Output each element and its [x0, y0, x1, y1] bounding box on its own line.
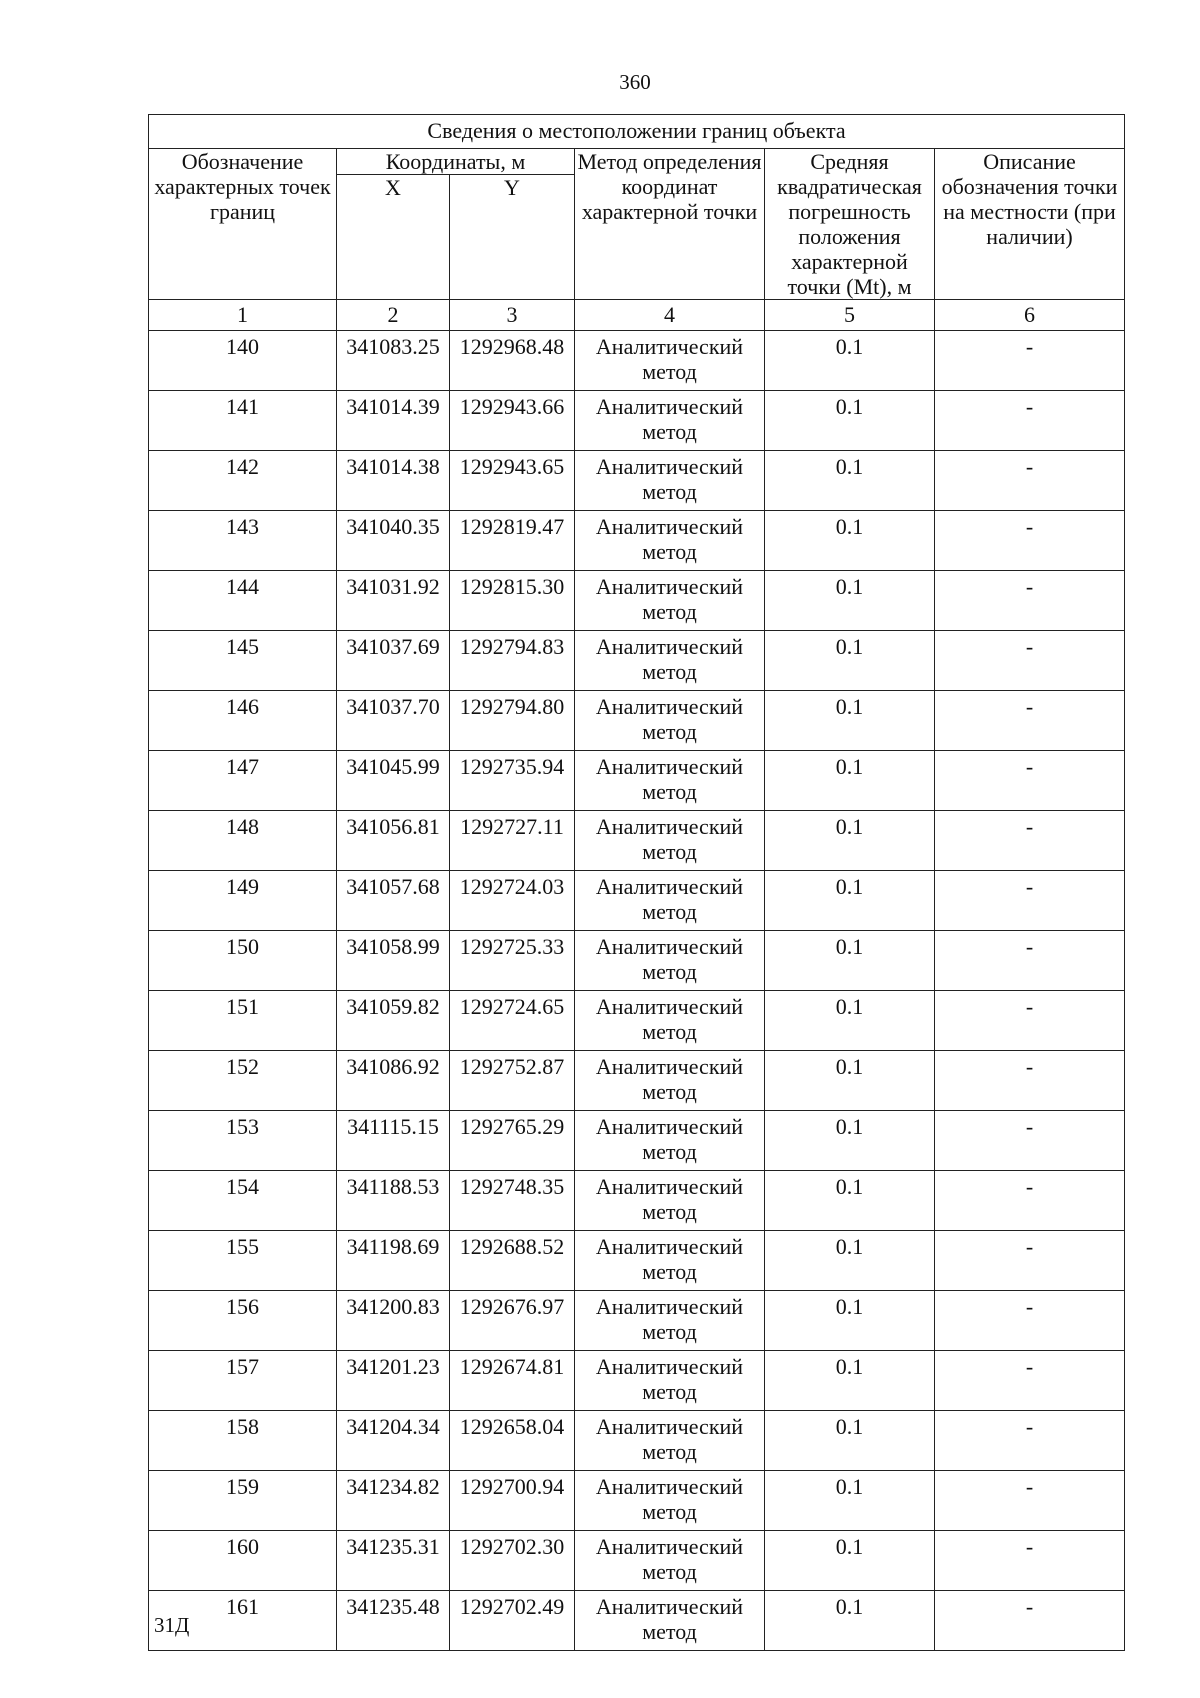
method-cell: Аналитический метод	[575, 691, 765, 751]
y-coordinate-cell: 1292794.83	[450, 631, 575, 691]
x-coordinate-cell: 341198.69	[337, 1231, 450, 1291]
point-number-cell: 158	[149, 1411, 337, 1471]
method-cell: Аналитический метод	[575, 751, 765, 811]
table-title: Сведения о местоположении границ объекта	[149, 115, 1125, 149]
table-row	[149, 451, 1125, 511]
point-number-cell: 142	[149, 451, 337, 511]
point-number-cell: 151	[149, 991, 337, 1051]
y-coordinate-cell: 1292674.81	[450, 1351, 575, 1411]
x-coordinate-cell: 341188.53	[337, 1171, 450, 1231]
table-row	[149, 1531, 1125, 1591]
mt-cell: 0.1	[765, 511, 935, 571]
table-row	[149, 571, 1125, 631]
y-coordinate-cell: 1292676.97	[450, 1291, 575, 1351]
y-coordinate-cell: 1292724.03	[450, 871, 575, 931]
table-row	[149, 1351, 1125, 1411]
method-cell: Аналитический метод	[575, 811, 765, 871]
column-number-row	[149, 300, 1125, 331]
mt-cell: 0.1	[765, 1291, 935, 1351]
method-cell: Аналитический метод	[575, 931, 765, 991]
description-cell: -	[935, 1171, 1125, 1231]
column-number: 1	[149, 300, 337, 331]
mt-cell: 0.1	[765, 811, 935, 871]
method-cell: Аналитический метод	[575, 451, 765, 511]
method-cell: Аналитический метод	[575, 631, 765, 691]
description-cell: -	[935, 1111, 1125, 1171]
y-coordinate-cell: 1292794.80	[450, 691, 575, 751]
y-coordinate-cell: 1292735.94	[450, 751, 575, 811]
x-coordinate-cell: 341045.99	[337, 751, 450, 811]
x-coordinate-cell: 341014.38	[337, 451, 450, 511]
description-cell: -	[935, 871, 1125, 931]
point-number-cell: 150	[149, 931, 337, 991]
x-coordinate-cell: 341059.82	[337, 991, 450, 1051]
point-number-cell: 146	[149, 691, 337, 751]
column-number: 2	[337, 300, 450, 331]
description-cell: -	[935, 511, 1125, 571]
mt-cell: 0.1	[765, 1351, 935, 1411]
table-body	[149, 331, 1125, 1651]
method-cell: Аналитический метод	[575, 571, 765, 631]
mt-cell: 0.1	[765, 1471, 935, 1531]
y-coordinate-cell: 1292815.30	[450, 571, 575, 631]
x-coordinate-cell: 341014.39	[337, 391, 450, 451]
mt-cell: 0.1	[765, 1171, 935, 1231]
point-number-cell: 159	[149, 1471, 337, 1531]
y-coordinate-cell: 1292658.04	[450, 1411, 575, 1471]
method-cell: Аналитический метод	[575, 1051, 765, 1111]
point-number-cell: 149	[149, 871, 337, 931]
point-number-cell: 156	[149, 1291, 337, 1351]
y-coordinate-cell: 1292752.87	[450, 1051, 575, 1111]
y-coordinate-cell: 1292700.94	[450, 1471, 575, 1531]
method-cell: Аналитический метод	[575, 391, 765, 451]
description-cell: -	[935, 331, 1125, 391]
x-coordinate-cell: 341201.23	[337, 1351, 450, 1411]
point-number-cell: 152	[149, 1051, 337, 1111]
x-coordinate-cell: 341115.15	[337, 1111, 450, 1171]
method-cell: Аналитический метод	[575, 991, 765, 1051]
point-number-cell: 145	[149, 631, 337, 691]
column-number: 3	[450, 300, 575, 331]
description-cell: -	[935, 1531, 1125, 1591]
description-cell: -	[935, 691, 1125, 751]
description-cell: -	[935, 1591, 1125, 1651]
mt-cell: 0.1	[765, 1051, 935, 1111]
x-coordinate-cell: 341086.92	[337, 1051, 450, 1111]
table-row	[149, 1291, 1125, 1351]
y-coordinate-cell: 1292688.52	[450, 1231, 575, 1291]
description-cell: -	[935, 1351, 1125, 1411]
mt-cell: 0.1	[765, 571, 935, 631]
table-row	[149, 511, 1125, 571]
column-number: 4	[575, 300, 765, 331]
mt-cell: 0.1	[765, 1591, 935, 1651]
description-cell: -	[935, 451, 1125, 511]
description-cell: -	[935, 391, 1125, 451]
x-coordinate-cell: 341235.31	[337, 1531, 450, 1591]
mt-cell: 0.1	[765, 691, 935, 751]
method-cell: Аналитический метод	[575, 1111, 765, 1171]
x-coordinate-cell: 341037.69	[337, 631, 450, 691]
x-coordinate-cell: 341200.83	[337, 1291, 450, 1351]
description-cell: -	[935, 1411, 1125, 1471]
x-coordinate-cell: 341204.34	[337, 1411, 450, 1471]
mt-cell: 0.1	[765, 451, 935, 511]
method-cell: Аналитический метод	[575, 1351, 765, 1411]
y-coordinate-cell: 1292819.47	[450, 511, 575, 571]
method-cell: Аналитический метод	[575, 1291, 765, 1351]
table-row	[149, 1111, 1125, 1171]
point-number-cell: 141	[149, 391, 337, 451]
boundary-coordinates-table	[148, 114, 1125, 1651]
description-cell: -	[935, 991, 1125, 1051]
point-number-cell: 157	[149, 1351, 337, 1411]
point-number-cell: 154	[149, 1171, 337, 1231]
y-coordinate-cell: 1292748.35	[450, 1171, 575, 1231]
column-number: 5	[765, 300, 935, 331]
point-number-cell: 147	[149, 751, 337, 811]
y-coordinate-cell: 1292943.65	[450, 451, 575, 511]
mt-cell: 0.1	[765, 391, 935, 451]
description-cell: -	[935, 1051, 1125, 1111]
mt-cell: 0.1	[765, 751, 935, 811]
description-cell: -	[935, 751, 1125, 811]
mt-cell: 0.1	[765, 1111, 935, 1171]
x-coordinate-cell: 341235.48	[337, 1591, 450, 1651]
y-coordinate-cell: 1292968.48	[450, 331, 575, 391]
description-cell: -	[935, 1231, 1125, 1291]
point-number-cell: 153	[149, 1111, 337, 1171]
table-row	[149, 1051, 1125, 1111]
table-row	[149, 691, 1125, 751]
y-coordinate-cell: 1292943.66	[450, 391, 575, 451]
y-coordinate-cell: 1292724.65	[450, 991, 575, 1051]
description-cell: -	[935, 631, 1125, 691]
x-coordinate-cell: 341083.25	[337, 331, 450, 391]
method-cell: Аналитический метод	[575, 511, 765, 571]
mt-cell: 0.1	[765, 871, 935, 931]
table-row	[149, 1591, 1125, 1651]
point-number-cell: 143	[149, 511, 337, 571]
table-row	[149, 751, 1125, 811]
description-cell: -	[935, 811, 1125, 871]
table-row	[149, 931, 1125, 991]
mt-cell: 0.1	[765, 631, 935, 691]
table-row	[149, 1471, 1125, 1531]
header-point-description: Описание обозначения точки на местности (при наличии)	[935, 149, 1125, 300]
mt-cell: 0.1	[765, 1231, 935, 1291]
x-coordinate-cell: 341234.82	[337, 1471, 450, 1531]
description-cell: -	[935, 1291, 1125, 1351]
mt-cell: 0.1	[765, 331, 935, 391]
header-mean-square-error: Средняя квадратическая погрешность положения характерной точки (Mt), м	[765, 149, 935, 300]
y-coordinate-cell: 1292765.29	[450, 1111, 575, 1171]
method-cell: Аналитический метод	[575, 871, 765, 931]
x-coordinate-cell: 341058.99	[337, 931, 450, 991]
point-number-cell: 140	[149, 331, 337, 391]
x-coordinate-cell: 341037.70	[337, 691, 450, 751]
point-number-cell: 148	[149, 811, 337, 871]
description-cell: -	[935, 931, 1125, 991]
mt-cell: 0.1	[765, 1531, 935, 1591]
mt-cell: 0.1	[765, 1411, 935, 1471]
footer-code: 31Д	[154, 1613, 190, 1637]
header-x: X	[337, 175, 450, 300]
header-y: Y	[450, 175, 575, 300]
y-coordinate-cell: 1292727.11	[450, 811, 575, 871]
method-cell: Аналитический метод	[575, 331, 765, 391]
method-cell: Аналитический метод	[575, 1171, 765, 1231]
description-cell: -	[935, 571, 1125, 631]
description-cell: -	[935, 1471, 1125, 1531]
mt-cell: 0.1	[765, 991, 935, 1051]
table-row	[149, 811, 1125, 871]
point-number-cell: 160	[149, 1531, 337, 1591]
table-row	[149, 1231, 1125, 1291]
method-cell: Аналитический метод	[575, 1231, 765, 1291]
y-coordinate-cell: 1292702.49	[450, 1591, 575, 1651]
table-row	[149, 1411, 1125, 1471]
x-coordinate-cell: 341056.81	[337, 811, 450, 871]
point-number-cell: 161	[149, 1591, 337, 1651]
header-point-designation: Обозначение характерных точек границ	[149, 149, 337, 300]
table-row	[149, 331, 1125, 391]
x-coordinate-cell: 341057.68	[337, 871, 450, 931]
header-coordinates: Координаты, м	[337, 149, 575, 175]
mt-cell: 0.1	[765, 931, 935, 991]
x-coordinate-cell: 341031.92	[337, 571, 450, 631]
table-row	[149, 991, 1125, 1051]
method-cell: Аналитический метод	[575, 1471, 765, 1531]
header-method: Метод определения координат характерной точки	[575, 149, 765, 300]
table-row	[149, 1171, 1125, 1231]
method-cell: Аналитический метод	[575, 1591, 765, 1651]
table-row	[149, 871, 1125, 931]
page-number: 360	[619, 70, 651, 94]
table-row	[149, 391, 1125, 451]
method-cell: Аналитический метод	[575, 1411, 765, 1471]
column-number: 6	[935, 300, 1125, 331]
y-coordinate-cell: 1292725.33	[450, 931, 575, 991]
y-coordinate-cell: 1292702.30	[450, 1531, 575, 1591]
x-coordinate-cell: 341040.35	[337, 511, 450, 571]
point-number-cell: 155	[149, 1231, 337, 1291]
point-number-cell: 144	[149, 571, 337, 631]
table-row	[149, 631, 1125, 691]
method-cell: Аналитический метод	[575, 1531, 765, 1591]
